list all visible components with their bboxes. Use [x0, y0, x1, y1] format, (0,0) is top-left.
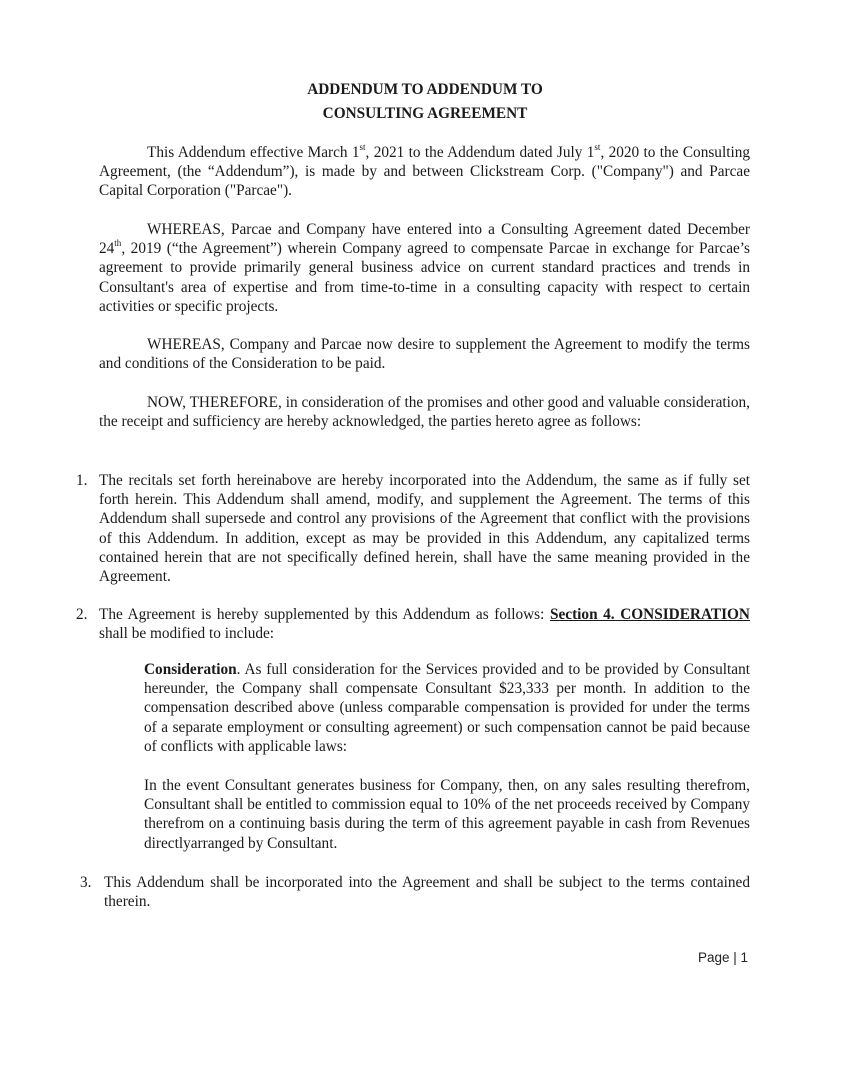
document-title-line-1: ADDENDUM TO ADDENDUM TO: [307, 81, 543, 98]
intro-paragraph: This Addendum effective March 1st, 2021 to the Addendum dated July 1st, 2020 to the Consulting Agreement, (the “Addendum”), is made by and between Clickstream Corp. ("Company") and Parcae Capital Corporation ("Parcae").: [99, 141, 750, 200]
whereas-paragraph-1: WHEREAS, Parcae and Company have entered into a Consulting Agreement dated December 24th, 2019 (“the Agreement”) wherein Company agreed to compensate Parcae in exchange for Parcae’s agreement to provide primarily general business advice on current standard practices and trends in Consultant's area of expertise and from time-to-time in a consulting capacity with respect to certain activities or specific projects.: [99, 221, 750, 315]
list-item-number: 2.: [76, 606, 88, 623]
section-reference: Section 4. CONSIDERATION: [549, 606, 750, 623]
whereas-paragraph-2: WHEREAS, Company and Parcae now desire to supplement the Agreement to modify the terms and conditions of the Consideration to be paid.: [99, 336, 750, 373]
list-item-number: 3.: [80, 874, 92, 891]
consideration-paragraph: Consideration. As full consideration for the Services provided and to be provided by Consultant hereunder, the Company shall compensate Consultant $23,333 per month. In addition to the compensation described above (unless comparable compensation is provided for under the terms of a separate employment or consulting agreement) or such compensation cannot be paid because of conflicts with applicable laws:: [144, 661, 750, 755]
list-item-3-text: This Addendum shall be incorporated into the Agreement and shall be subject to the terms contained therein.: [104, 874, 750, 911]
consideration-heading: Consideration: [144, 661, 237, 678]
commission-paragraph: In the event Consultant generates business for Company, then, on any sales resulting therefrom, Consultant shall be entitled to commission equal to 10% of the net proceeds received by Company therefrom on a continuing basis during the term of this agreement payable in cash from Revenues directlyarranged by Consultant.: [144, 777, 750, 852]
page-number: Page | 1: [698, 950, 749, 965]
document-title-line-2: CONSULTING AGREEMENT: [322, 105, 528, 122]
list-item-1-text: The recitals set forth hereinabove are hereby incorporated into the Addendum, the same as if fully set forth herein. This Addendum shall amend, modify, and supplement the Agreement. The terms of this Addendum shall supersede and control any provisions of the Agreement that conflict with the provisions of this Addendum. In addition, except as may be provided in this Addendum, any capitalized terms contained herein that are not specifically defined herein, shall have the same meaning provided in the Agreement.: [99, 472, 750, 586]
list-item-number: 1.: [76, 472, 88, 489]
now-therefore-paragraph: NOW, THEREFORE, in consideration of the promises and other good and valuable consideration, the receipt and sufficiency are hereby acknowledged, the parties hereto agree as follows:: [99, 394, 750, 431]
list-item-2-text: The Agreement is hereby supplemented by this Addendum as follows: Section 4. CONSIDERATION shall be modified to include:: [99, 606, 750, 643]
